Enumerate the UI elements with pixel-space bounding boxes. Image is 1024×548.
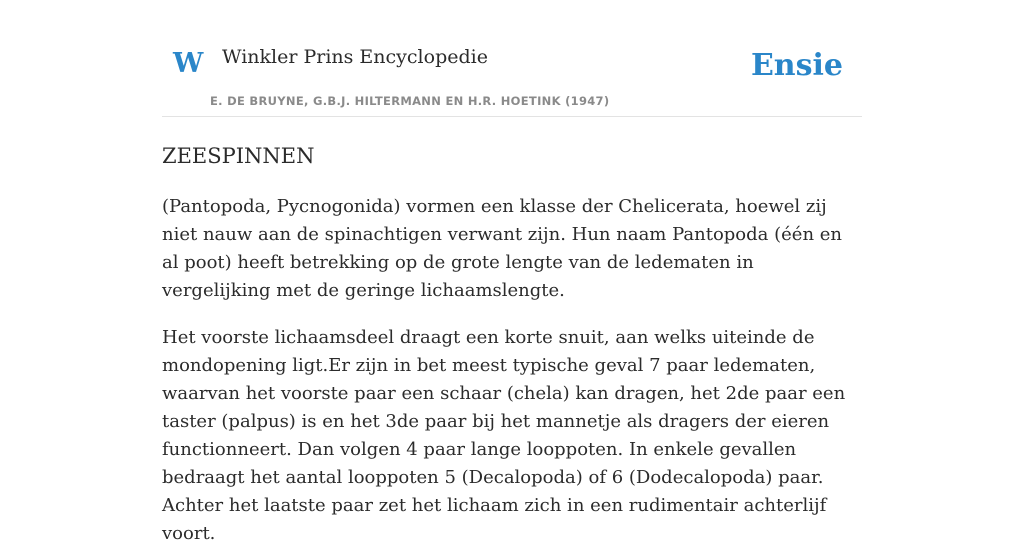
book-title[interactable]: Winkler Prins Encyclopedie — [222, 46, 488, 68]
ensie-logo[interactable]: Ensie — [750, 48, 843, 83]
entry-paragraph: (Pantopoda, Pycnogonida) vormen een klasse der Chelicerata, hoewel zij niet nauw aan de spinachtigen verwant zijn. Hun naam Pantopoda (één en al poot) heeft betrekking op de grote lengte van de ledematen in vergelijking met de geringe lichaamslengte. — [162, 196, 843, 302]
header — [162, 0, 862, 117]
page — [162, 0, 862, 548]
entry-paragraph: Het voorste lichaamsdeel draagt een korte snuit, aan welks uiteinde de mondopening ligt.Er zijn in bet meest typische geval 7 paar ledematen, waarvan het voorste paar een schaar (chela) kan dragen, het 2de paar een taster (palpus) is en het 3de paar bij het mannetje als dragers der eieren functionneert. Dan volgen 4 paar lange looppoten. In enkele gevallen bedraagt het aantal looppoten 5 (Decalopoda) of 6 (Dodecalopoda) paar. Achter het laatste paar zet het lichaam zich in een rudimentair achterlijf voort. — [162, 327, 846, 545]
winkler-prins-logo[interactable]: W — [173, 48, 204, 79]
book-authors: E. DE BRUYNE, G.B.J. HILTERMANN EN H.R. HOETINK (1947) — [210, 94, 610, 108]
entry-title: ZEESPINNEN — [162, 144, 315, 168]
